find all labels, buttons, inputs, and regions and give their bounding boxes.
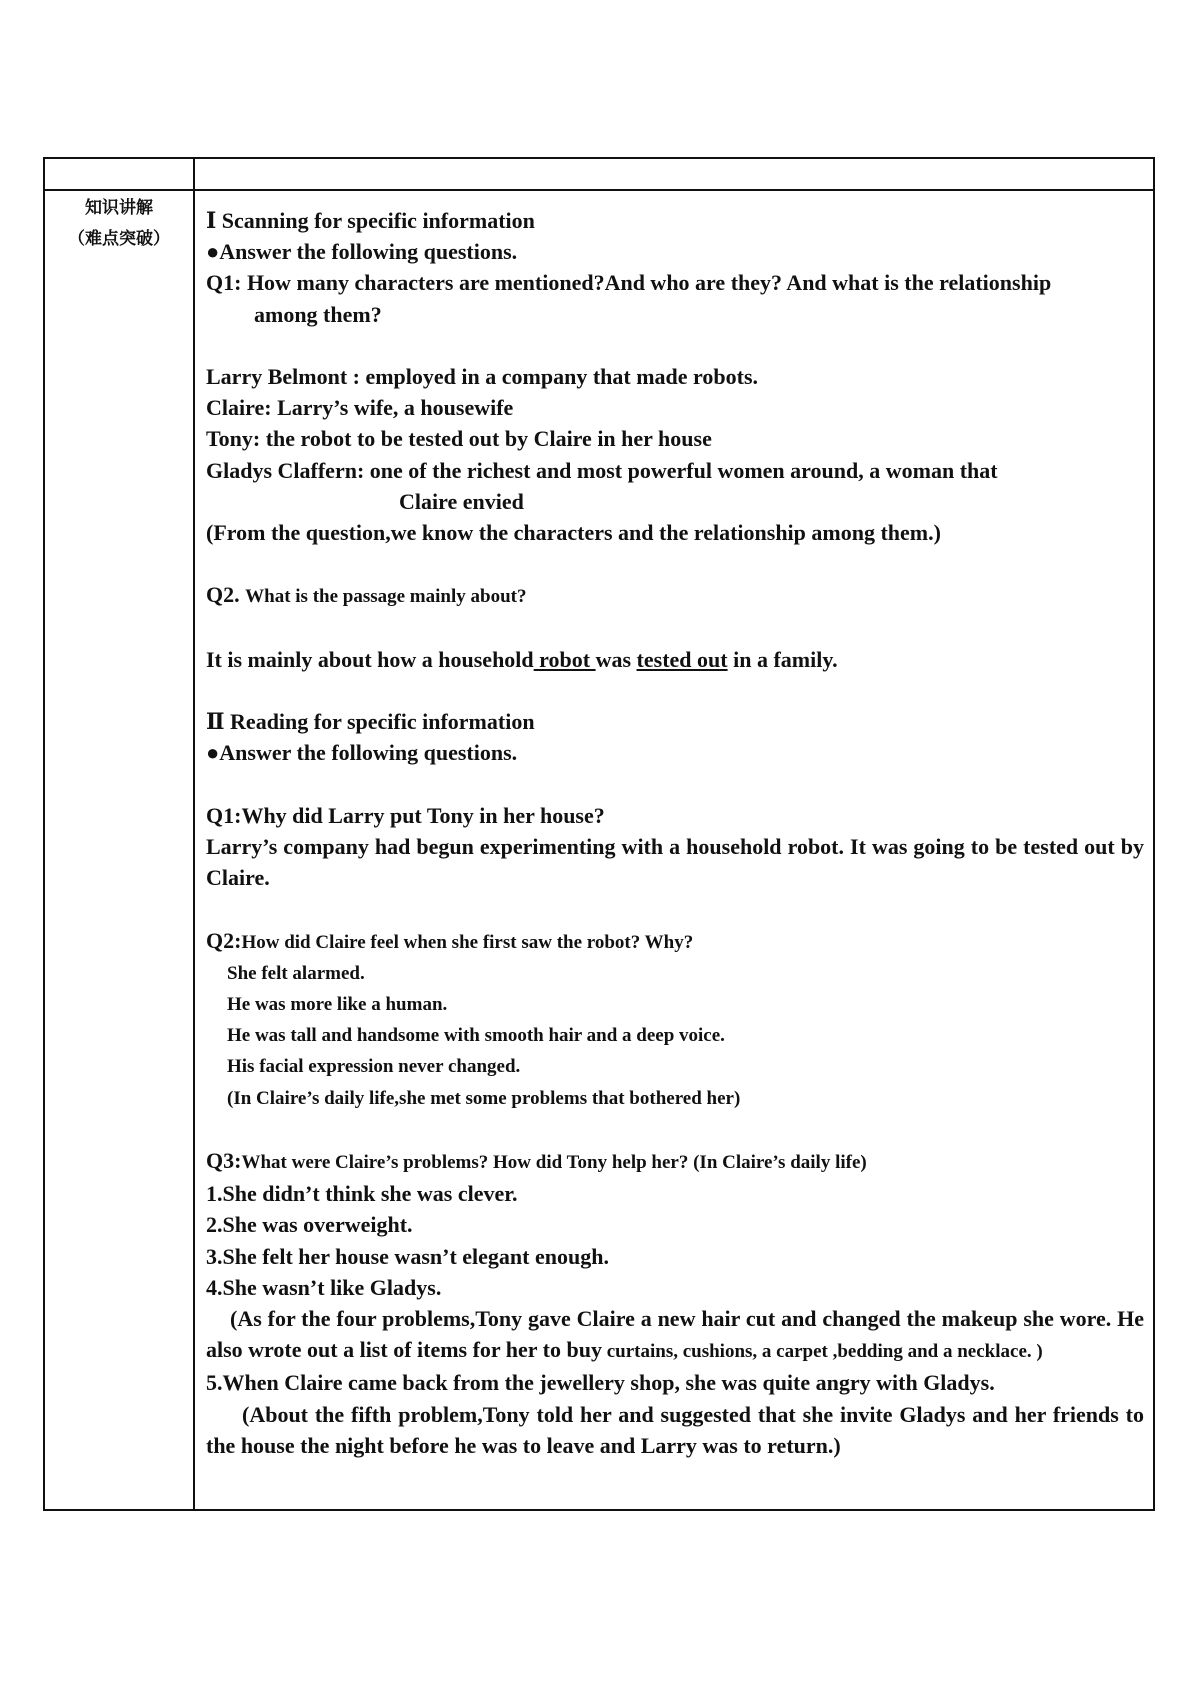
- problem-2: 2.She was overweight.: [206, 1212, 413, 1238]
- answer-part-2: was: [595, 646, 637, 672]
- problems-note-items: curtains, cushions, a carpet ,bedding and a necklace. ): [601, 1341, 1043, 1363]
- section-label: [45, 193, 193, 255]
- reading-question-3: [206, 1145, 1144, 1178]
- section-1-instruction: ●Answer the following questions.: [206, 239, 518, 265]
- lesson-table: [43, 157, 1155, 1511]
- reading-answer-2-line-4: His facial expression never changed.: [227, 1056, 521, 1078]
- problem-5: 5.When Claire came back from the jewellery shop, she was quite angry with Gladys.: [206, 1370, 995, 1396]
- problems-note-main: (As for the four problems,Tony gave Claire a new hair cut and changed the makeup she wore. He also wrote out a list of items for her to buy: [206, 1306, 1144, 1363]
- answer-part-1: It is mainly about how a household: [206, 646, 534, 672]
- problem-1: 1.She didn’t think she was clever.: [206, 1181, 518, 1207]
- reading-answer-2-line-2: He was more like a human.: [227, 993, 448, 1015]
- reading-question-2-text: How did Claire feel when she first saw the robot? Why?: [241, 931, 694, 953]
- problems-1-4-note: [206, 1303, 1144, 1367]
- question-1-line-2: among them?: [254, 301, 382, 327]
- question-2: [206, 579, 1144, 612]
- reading-answer-2-line-1: She felt alarmed.: [227, 962, 365, 984]
- reading-answer-2-line-3: He was tall and handsome with smooth hair and a deep voice.: [227, 1025, 725, 1047]
- column-divider: [193, 159, 195, 1509]
- section-2-instruction: ●Answer the following questions.: [206, 740, 518, 766]
- section-2-title: Ⅱ Reading for specific information: [206, 709, 535, 735]
- reading-answer-1: Larry’s company had begun experimenting with a household robot. It was going to be tested out by Claire.: [206, 833, 1144, 891]
- question-2-answer: [206, 644, 1144, 675]
- answer-robot: robot: [533, 646, 596, 672]
- label-line-2: （难点突破）: [68, 229, 170, 249]
- reading-question-3-lead: Q3:: [206, 1147, 242, 1173]
- problem-4: 4.She wasn’t like Gladys.: [206, 1274, 442, 1300]
- question-2-text: What is the passage mainly about?: [245, 586, 527, 608]
- reading-question-1: Q1:Why did Larry put Tony in her house?: [206, 802, 605, 828]
- answer-part-3: in a family.: [727, 646, 838, 672]
- character-larry: Larry Belmont : employed in a company that made robots.: [206, 364, 759, 389]
- answer-tested-out: tested out: [636, 646, 728, 672]
- character-gladys-line-2: Claire envied: [399, 488, 524, 514]
- problem-5-note: (About the fifth problem,Tony told her and suggested that she invite Gladys and her friends to the house the night before he was to leave and Larry was to return.): [206, 1401, 1144, 1458]
- section-1-title: Ⅰ Scanning for specific information: [206, 208, 535, 233]
- lesson-content: [206, 205, 1144, 1461]
- header-row-divider: [45, 189, 1153, 191]
- reading-answer-2-line-5: (In Claire’s daily life,she met some problems that bothered her): [227, 1087, 741, 1109]
- problem-3: 3.She felt her house wasn’t elegant enough.: [206, 1243, 609, 1269]
- character-gladys-line-1: Gladys Claffern: one of the richest and most powerful women around, a woman that: [206, 457, 998, 483]
- characters-note: (From the question,we know the characters and the relationship among them.): [206, 520, 941, 546]
- question-1-line-1: Q1: How many characters are mentioned?And who are they? And what is the relationship: [206, 270, 1052, 296]
- reading-question-3-text: What were Claire’s problems? How did Tony help her? (In Claire’s daily life): [241, 1151, 867, 1173]
- question-2-lead: Q2.: [206, 582, 240, 608]
- character-tony: Tony: the robot to be tested out by Claire in her house: [206, 426, 712, 452]
- reading-question-2-lead: Q2:: [206, 927, 242, 953]
- character-claire: Claire: Larry’s wife, a housewife: [206, 395, 514, 421]
- label-line-1: 知识讲解: [85, 198, 153, 218]
- reading-question-2: [206, 925, 1144, 958]
